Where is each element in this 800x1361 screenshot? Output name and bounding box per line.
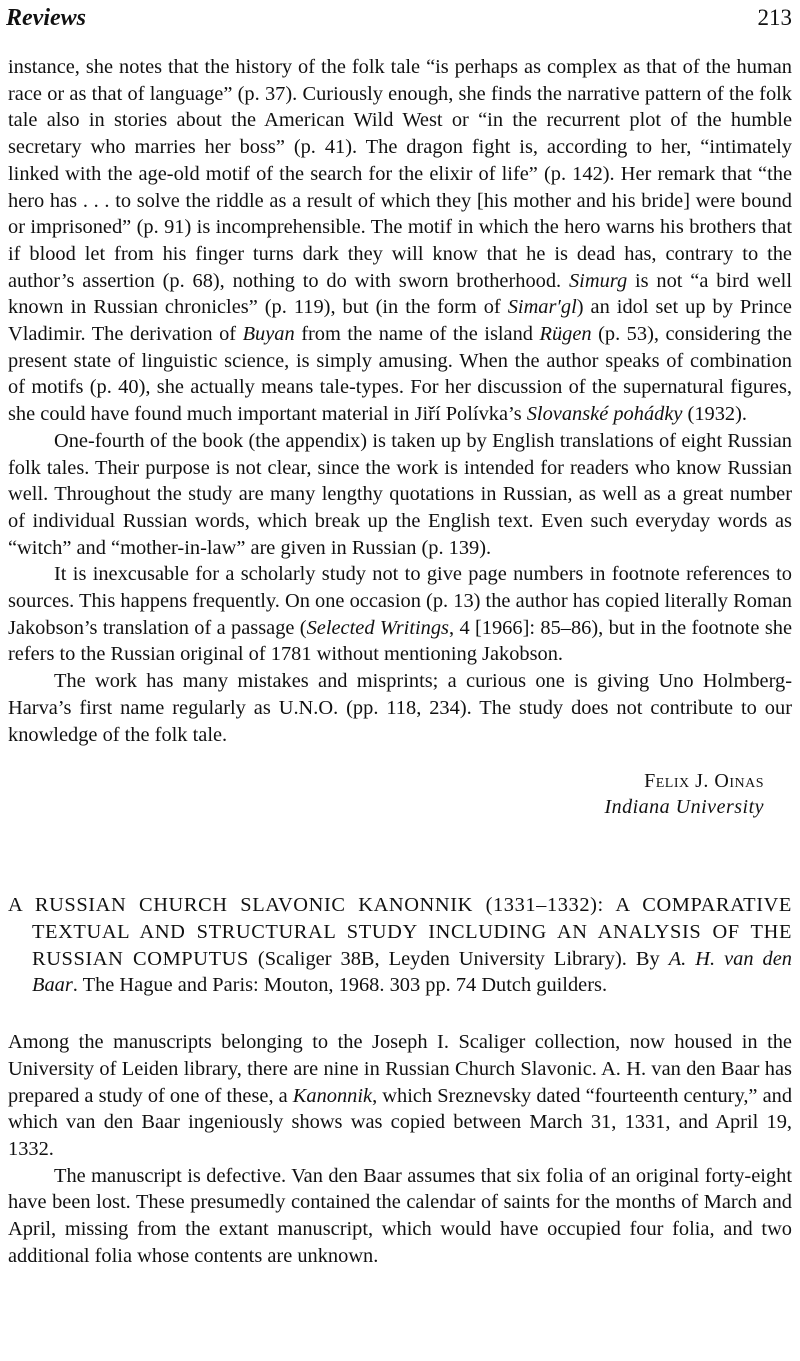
caps-title: A RUSSIAN CHURCH SLAVONIC KANONNIK (1331–1332): A COMPARATIVE TEXTUAL AND STRUCTURAL STUDY INCLUDING AN ANALYSIS OF THE RUSSIAN COMPUTUS <box>8 894 792 970</box>
body-paragraph <box>8 1029 792 1163</box>
reviewer-name: Felix J. Oinas <box>644 770 764 793</box>
running-head: Reviews <box>6 4 86 31</box>
page-body <box>8 54 792 1269</box>
text-run: , 4 [1966]: 85–86), but in the footnote she refers to the Russian original of 1781 without mentioning Jakobson. <box>8 616 792 666</box>
italic-text: Kanonnik <box>292 1084 373 1107</box>
review-heading <box>8 892 792 999</box>
text-run: instance, she notes that the history of the folk tale “is perhaps as complex as that of the human race or as that of language” (p. 37). Curiously enough, she finds the narrative pattern of the folk tale also in stories about the American Wild West or “in the recurrent plot of the humble secretary who marries her boss” (p. 41). The dragon fight is, according to her, “intimately linked with the age-old motif of the search for the elixir of life” (p. 142). Her remark that “the hero has . . . to solve the riddle as a result of which they [his mother and his bride] were bound or imprisoned” (p. 91) is incomprehensible. The motif in which the hero warns his brothers that if blood let from his finger turns dark they will know that he is dead has, contrary to the author’s assertion (p. 68), nothing to do with sworn brotherhood. <box>8 56 792 292</box>
page-number: 213 <box>757 5 792 30</box>
body-paragraph <box>8 668 792 748</box>
text-run: ) an idol set up by Prince Vladimir. The derivation of <box>8 296 792 346</box>
italic-text: Simar′gl <box>507 296 577 319</box>
italic-text: Buyan <box>242 323 295 346</box>
body-paragraph <box>8 54 792 428</box>
italic-text: Selected Writings <box>306 616 449 639</box>
text-run: (1932). <box>682 403 748 426</box>
text-run: It is inexcusable for a scholarly study not to give page numbers in footnote references to sources. This happens frequently. On one occasion (p. 13) the author has copied literally Roman Jakobson’s translation of a passage ( <box>8 563 792 639</box>
text-run: , which Sreznevsky dated “fourteenth century,” and which van den Baar ingeniously shows was copied between March 31, 1331, and April 19, 1332. <box>8 1084 793 1160</box>
review-van-den-baar <box>8 892 792 1269</box>
text-run: . The Hague and Paris: Mouton, 1968. 303 pp. 74 Dutch guilders. <box>72 974 608 997</box>
page-header <box>6 0 792 36</box>
text-run: (Scaliger 38B, Leyden University Library). By <box>248 947 669 970</box>
body-paragraph <box>8 428 792 562</box>
text-run: is not “a bird well known in Russian chronicles” (p. 119), but (in the form of <box>8 269 792 319</box>
review-oinas <box>8 54 792 820</box>
text-run: The manuscript is defective. Van den Baar assumes that six folia of an original forty-eight have been lost. These presumedly contained the calendar of saints for the months of March and April, missing from the extant manuscript, which would have occupied four folia, and two additional folia whose contents are unknown. <box>8 1164 792 1267</box>
review-signature <box>8 768 792 820</box>
text-run: (p. 53), considering the present state of linguistic science, is simply amusing. When the author speaks of combination of motifs (p. 40), she actually means tale-types. For her discussion of the supernatural figures, she could have found much important material in Jiří Polívka’s <box>8 323 793 426</box>
body-paragraph <box>8 561 792 668</box>
body-paragraph <box>8 1163 792 1270</box>
italic-text: Slovanské pohádky <box>526 403 683 426</box>
text-run: The work has many mistakes and misprints; a curious one is giving Uno Holmberg-Harva’s first name regularly as U.N.O. (pp. 118, 234). The study does not contribute to our knowledge of the folk tale. <box>8 670 792 746</box>
italic-text: Simurg <box>568 269 628 292</box>
reviewer-institution: Indiana University <box>604 796 764 819</box>
italic-text: Rügen <box>539 323 592 346</box>
text-run: Among the manuscripts belonging to the Joseph I. Scaliger collection, now housed in the University of Leiden library, there are nine in Russian Church Slavonic. A. H. van den Baar has prepared a study of one of these, a <box>8 1031 792 1107</box>
text-run: from the name of the island <box>294 323 540 346</box>
text-run: One-fourth of the book (the appendix) is taken up by English translations of eight Russian folk tales. Their purpose is not clear, since the work is intended for readers who know Russian well. Throughout the study are many lengthy quotations in Russian, as well as a great number of individual Russian words, which break up the English text. Even such everyday words as “witch” and “mother-in-law” are given in Russian (p. 139). <box>8 429 792 559</box>
italic-text: A. H. van den Baar <box>32 947 792 997</box>
